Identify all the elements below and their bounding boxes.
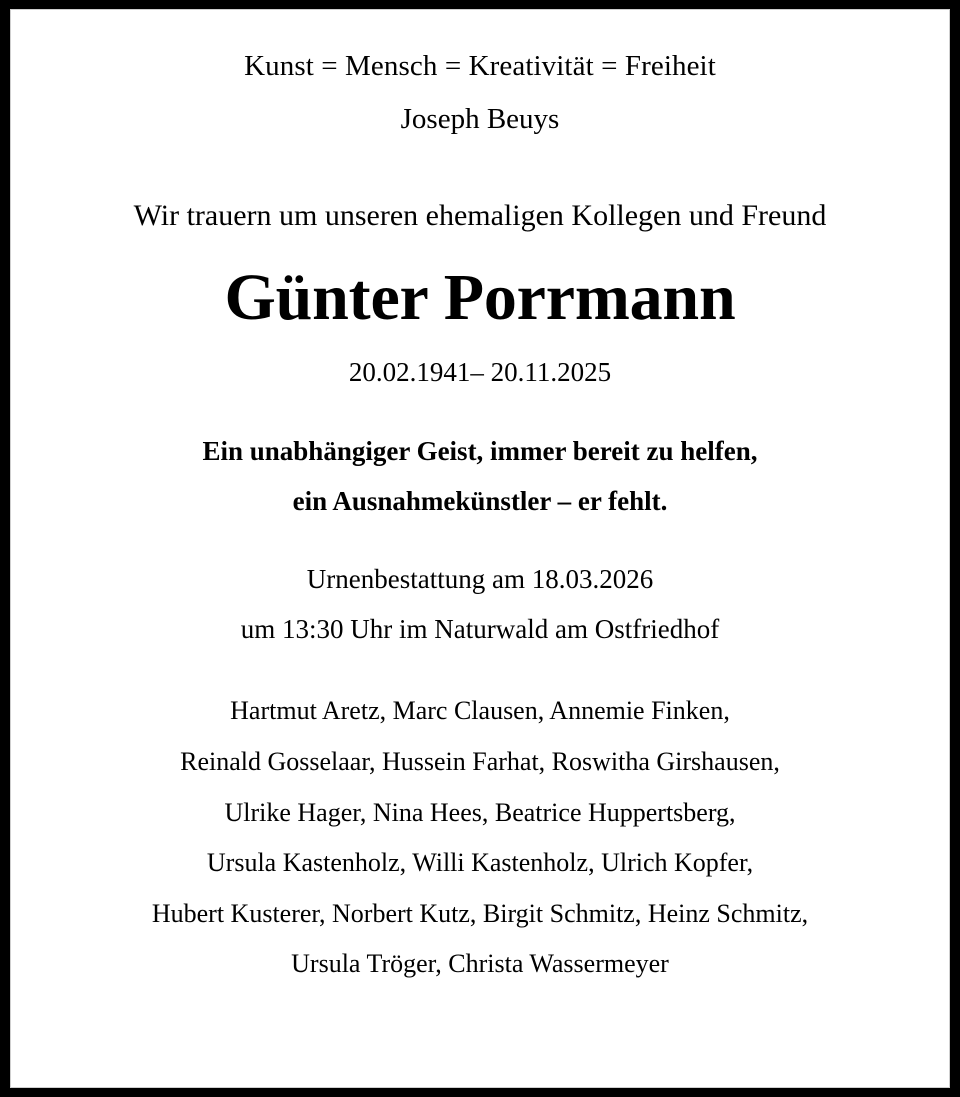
mourning-intro-block (29, 199, 931, 232)
funeral-service-line: Urnenbestattung am 18.03.2026 (306, 564, 654, 594)
mourner-line: Reinald Gosselaar, Hussein Farhat, Roswitha Girshausen, (180, 746, 780, 776)
funeral-service-line: um 13:30 Uhr im Naturwald am Ostfriedhof (240, 613, 720, 644)
mourner-line: Ulrike Hager, Nina Hees, Beatrice Huppertsberg, (224, 797, 736, 827)
mourning-intro-text: Wir trauern um unseren ehemaligen Kollegen und Freund (133, 198, 827, 232)
epitaph-line: ein Ausnahmekünstler – er fehlt. (292, 486, 668, 517)
mourners-block (29, 697, 931, 979)
mourner-line: Hartmut Aretz, Marc Clausen, Annemie Finken, (230, 696, 730, 726)
funeral-service-block (29, 565, 931, 644)
epitaph-block (29, 437, 931, 517)
deceased-name: Günter Porrmann (224, 260, 736, 334)
quotation-author: Joseph Beuys (400, 103, 560, 136)
quotation-block (29, 10, 931, 136)
epitaph-line: Ein unabhängiger Geist, immer bereit zu helfen, (202, 435, 758, 466)
life-dates: 20.02.1941– 20.11.2025 (348, 356, 612, 387)
mourner-line: Hubert Kusterer, Norbert Kutz, Birgit Schmitz, Heinz Schmitz, (151, 898, 809, 928)
quotation-text: Kunst = Mensch = Kreativität = Freiheit (244, 50, 716, 82)
mourner-line: Ursula Tröger, Christa Wassermeyer (291, 949, 669, 979)
life-dates-block (29, 358, 931, 388)
deceased-name-block (29, 260, 931, 334)
mourner-line: Ursula Kastenholz, Willi Kastenholz, Ulrich Kopfer, (206, 848, 754, 878)
obituary-notice-card (10, 9, 950, 1088)
